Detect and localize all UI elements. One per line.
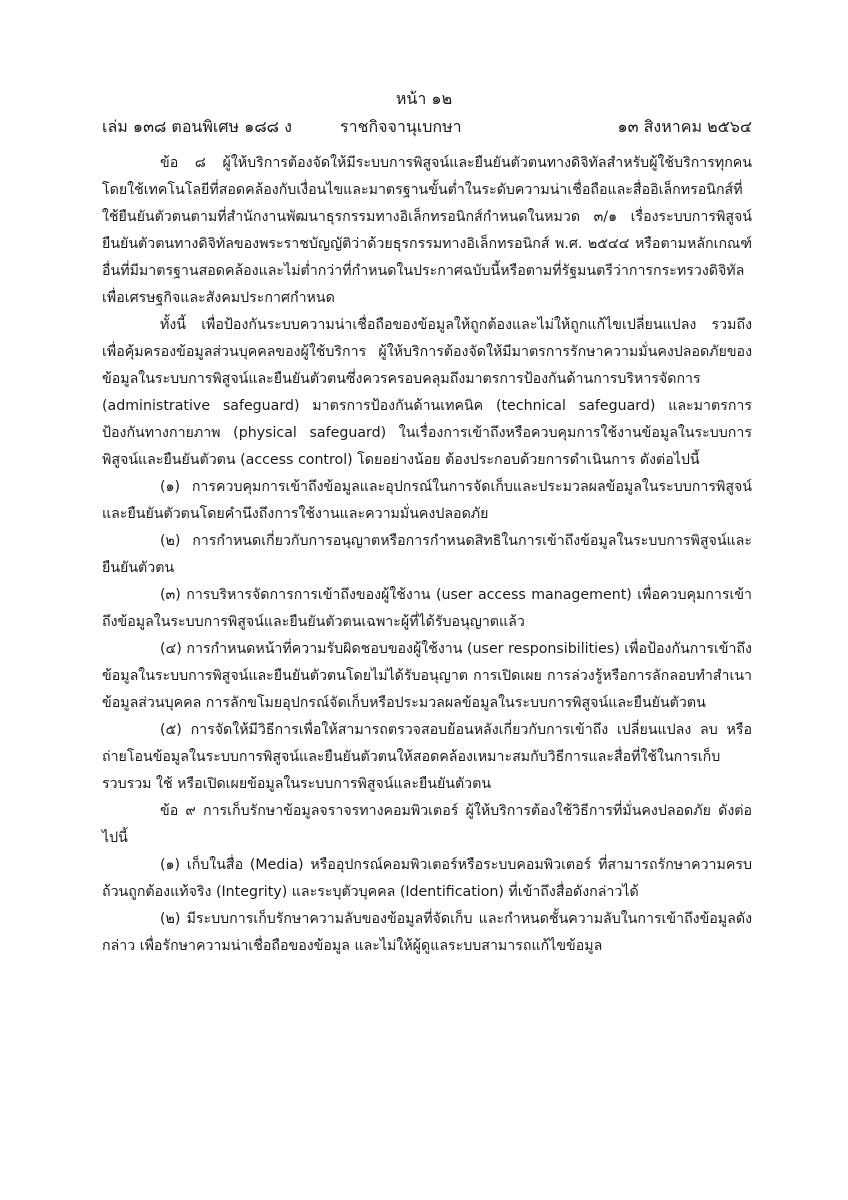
publication-date: ๑๓ สิงหาคม ๒๕๖๔ <box>617 117 752 136</box>
document-body <box>102 150 752 960</box>
volume-issue: เล่ม ๑๓๘ ตอนพิเศษ ๑๘๘ ง <box>102 117 292 136</box>
paragraph-item-5: (๕) การจัดให้มีวิธีการเพื่อให้สามารถตรวจสอบย้อนหลังเกี่ยวกับการเข้าถึง เปลี่ยนแปลง ลบ หรือถ่ายโอนข้อมูลในระบบการพิสูจน์และยืนยันตัวตนให้สอดคล้องเหมาะสมกับวิธีการและสื่อที่ใช้ในการเก็บรวบรวม ใช้ หรือเปิดเผยข้อมูลในระบบการพิสูจน์และยืนยันตัวตน <box>102 722 752 792</box>
gazette-header <box>102 116 752 138</box>
paragraph-item-3: (๓) การบริหารจัดการการเข้าถึงของผู้ใช้งาน (user access management) เพื่อควบคุมการเข้าถึงข้อมูลในระบบการพิสูจน์และยืนยันตัวตนเฉพาะผู้ที่ได้รับอนุญาตแล้ว <box>102 587 752 630</box>
paragraph-item-2: (๒) การกำหนดเกี่ยวกับการอนุญาตหรือการกำหนดสิทธิในการเข้าถึงข้อมูลในระบบการพิสูจน์และยืนยันตัวตน <box>102 533 752 576</box>
paragraph-clause-8-note: ทั้งนี้ เพื่อป้องกันระบบความน่าเชื่อถือของข้อมูลให้ถูกต้องและไม่ให้ถูกแก้ไขเปลี่ยนแปลง รวมถึงเพื่อคุ้มครองข้อมูลส่วนบุคคลของผู้ใช้บริการ ผู้ให้บริการต้องจัดให้มีมาตรการรักษาความมั่นคงปลอดภัยของข้อมูลในระบบการพิสูจน์และยืนยันตัวตนซึ่งควรครอบคลุมถึงมาตรการป้องกันด้านการบริหารจัดการ (administrative safeguard) มาตรการป้องกันด้านเทคนิค (technical safeguard) และมาตรการป้องกันทางกายภาพ (physical safeguard) ในเรื่องการเข้าถึงหรือควบคุมการใช้งานข้อมูลในระบบการพิสูจน์และยืนยันตัวตน (access control) โดยอย่างน้อย ต้องประกอบด้วยการดำเนินการ ดังต่อไปนี้ <box>102 317 752 468</box>
paragraph-clause-9-item-1: (๑) เก็บในสื่อ (Media) หรืออุปกรณ์คอมพิวเตอร์หรือระบบคอมพิวเตอร์ ที่สามารถรักษาความครบถ้วนถูกต้องแท้จริง (Integrity) และระบุตัวบุคคล (Identification) ที่เข้าถึงสื่อดังกล่าวได้ <box>102 857 752 900</box>
paragraph-item-4: (๔) การกำหนดหน้าที่ความรับผิดชอบของผู้ใช้งาน (user responsibilities) เพื่อป้องกันการเข้าถึงข้อมูลในระบบการพิสูจน์และยืนยันตัวตนโดยไม่ได้รับอนุญาต การเปิดเผย การล่วงรู้หรือการลักลอบทำสำเนาข้อมูลส่วนบุคคล การลักขโมยอุปกรณ์จัดเก็บหรือประมวลผลข้อมูลในระบบการพิสูจน์และยืนยันตัวตน <box>102 641 752 711</box>
paragraph-item-1: (๑) การควบคุมการเข้าถึงข้อมูลและอุปกรณ์ในการจัดเก็บและประมวลผลข้อมูลในระบบการพิสูจน์และยืนยันตัวตนโดยคำนึงถึงการใช้งานและความมั่นคงปลอดภัย <box>102 479 752 522</box>
paragraph-clause-9: ข้อ ๙ การเก็บรักษาข้อมูลจราจรทางคอมพิวเตอร์ ผู้ให้บริการต้องใช้วิธีการที่มั่นคงปลอดภัย ดังต่อไปนี้ <box>102 803 752 846</box>
paragraph-clause-9-item-2: (๒) มีระบบการเก็บรักษาความลับของข้อมูลที่จัดเก็บ และกำหนดชั้นความลับในการเข้าถึงข้อมูลดังกล่าว เพื่อรักษาความน่าเชื่อถือของข้อมูล และไม่ให้ผู้ดูแลระบบสามารถแก้ไขข้อมูล <box>102 911 752 954</box>
gazette-name: ราชกิจจานุเบกษา <box>340 117 462 136</box>
page-number: หน้า ๑๒ <box>395 89 453 108</box>
paragraph-clause-8: ข้อ ๘ ผู้ให้บริการต้องจัดให้มีระบบการพิสูจน์และยืนยันตัวตนทางดิจิทัลสำหรับผู้ใช้บริการทุกคนโดยใช้เทคโนโลยีที่สอดคล้องกับเงื่อนไขและมาตรฐานขั้นต่ำในระดับความน่าเชื่อถือและสื่ออิเล็กทรอนิกส์ที่ใช้ยืนยันตัวตนตามที่สำนักงานพัฒนาธุรกรรมทางอิเล็กทรอนิกส์กำหนดในหมวด ๓/๑ เรื่องระบบการพิสูจน์ยืนยันตัวตนทางดิจิทัลของพระราชบัญญัติว่าด้วยธุรกรรมทางอิเล็กทรอนิกส์ พ.ศ. ๒๕๔๔ หรือตามหลักเกณฑ์อื่นที่มีมาตรฐานสอดคล้องและไม่ต่ำกว่าที่กำหนดในประกาศฉบับนี้หรือตามที่รัฐมนตรีว่าการกระทรวงดิจิทัลเพื่อเศรษฐกิจและสังคมประกาศกำหนด <box>102 155 752 306</box>
